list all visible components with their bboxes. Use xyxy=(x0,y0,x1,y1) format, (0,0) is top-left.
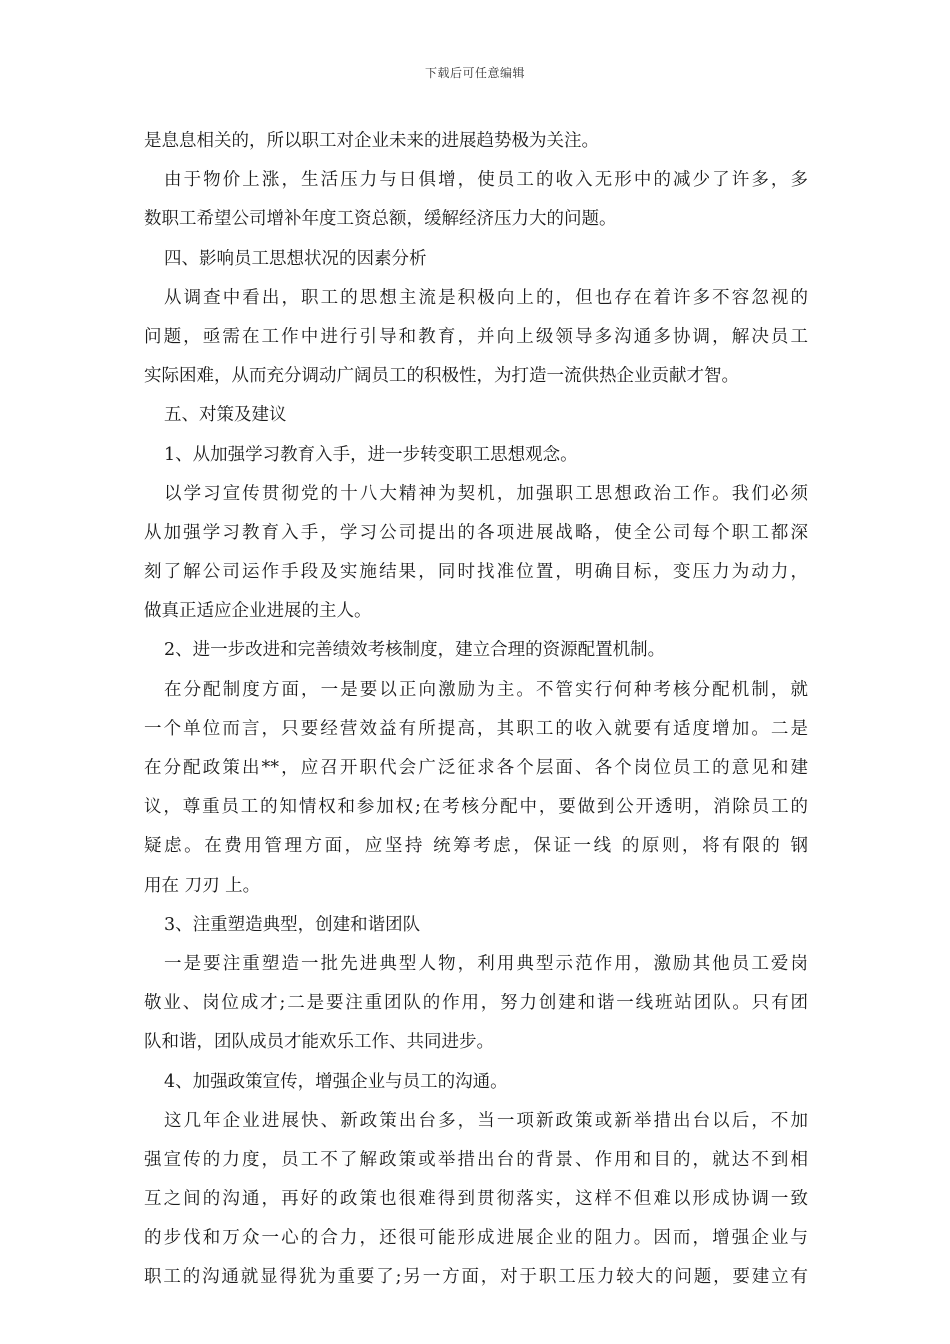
page-header: 下载后可任意编辑 xyxy=(424,66,525,80)
text-line: 由于物价上涨，生活压力与日俱增，使员工的收入无形中的减少了许多，多 xyxy=(164,170,808,191)
text-line: 问题，亟需在工作中进行引导和教育，并向上级领导多沟通多协调，解决员工 xyxy=(144,326,808,347)
text-line: 职工的沟通就显得犹为重要了;另一方面，对于职工压力较大的问题，要建立有 xyxy=(144,1267,808,1288)
text-line: 五、对策及建议 xyxy=(164,405,287,426)
document-body xyxy=(144,122,808,1298)
text-line: 议，尊重员工的知情权和参加权;在考核分配中，要做到公开透明，消除员工的 xyxy=(144,797,808,818)
text-line: 是息息相关的，所以职工对企业未来的进展趋势极为关注。 xyxy=(144,131,599,151)
text-line: 以学习宣传贯彻党的十八大精神为契机，加强职工思想政治工作。我们必须 xyxy=(164,483,808,504)
text-line: 实际困难，从而充分调动广阔员工的积极性，为打造一流供热企业贡献才智。 xyxy=(144,366,739,387)
text-line: 强宣传的力度，员工不了解政策或举措出台的背景、作用和目的，就达不到相 xyxy=(144,1149,808,1170)
text-line: 疑虑。在费用管理方面，应坚持 统筹考虑，保证一线 的原则，将有限的 钢 xyxy=(144,836,808,857)
text-line: 从调查中看出，职工的思想主流是积极向上的，但也存在着许多不容忽视的 xyxy=(164,287,808,308)
text-line: 一是要注重塑造一批先进典型人物，利用典型示范作用，激励其他员工爱岗 xyxy=(164,953,808,974)
text-line: 做真正适应企业进展的主人。 xyxy=(144,601,372,622)
text-line: 从加强学习教育入手，学习公司提出的各项进展战略，使全公司每个职工都深 xyxy=(144,522,808,543)
text-line: 1、从加强学习教育入手，进一步转变职工思想观念。 xyxy=(164,444,578,465)
text-line: 一个单位而言，只要经营效益有所提高，其职工的收入就要有适度增加。二是 xyxy=(144,718,808,739)
text-line: 用在 刀刃 上。 xyxy=(144,875,261,896)
text-line: 敬业、岗位成才;二是要注重团队的作用，努力创建和谐一线班站团队。只有团 xyxy=(144,993,808,1014)
text-line: 4、加强政策宣传，增强企业与员工的沟通。 xyxy=(164,1071,508,1092)
text-line: 2、进一步改进和完善绩效考核制度，建立合理的资源配置机制。 xyxy=(164,640,666,661)
text-line: 数职工希望公司增补年度工资总额，缓解经济压力大的问题。 xyxy=(144,209,617,230)
text-line: 这几年企业进展快、新政策出台多，当一项新政策或新举措出台以后，不加 xyxy=(164,1110,808,1131)
text-line: 在分配政策出**，应召开职代会广泛征求各个层面、各个岗位员工的意见和建 xyxy=(144,758,808,778)
text-line: 在分配制度方面，一是要以正向激励为主。不管实行何种考核分配机制，就 xyxy=(164,679,808,700)
text-line: 互之间的沟通，再好的政策也很难得到贯彻落实，这样不但难以形成协调一致 xyxy=(144,1189,808,1210)
text-line: 刻了解公司运作手段及实施结果，同时找准位置，明确目标，变压力为动力， xyxy=(144,562,808,583)
text-line: 四、影响员工思想状况的因素分析 xyxy=(164,248,427,269)
text-line: 的步伐和万众一心的合力，还很可能形成进展企业的阻力。因而，增强企业与 xyxy=(144,1228,808,1249)
text-line: 队和谐，团队成员才能欢乐工作、共同进步。 xyxy=(144,1032,494,1053)
text-line: 3、注重塑造典型，创建和谐团队 xyxy=(164,914,421,935)
